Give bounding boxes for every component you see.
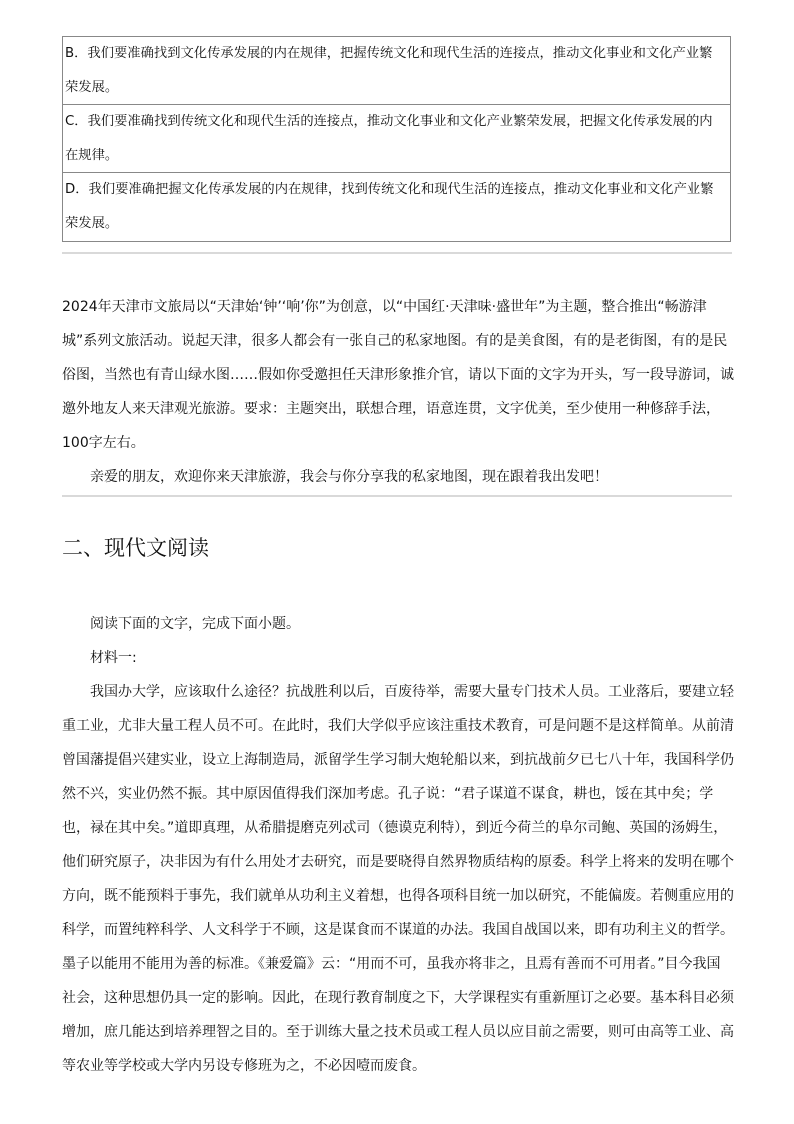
- option-d[interactable]: D．我们要准确把握文化传承发展的内在规律，找到传统文化和现代生活的连接点，推动文化事业和文化产业繁荣发展。: [65, 182, 714, 231]
- reading-instruction: 阅读下面的文字，完成下面小题。: [90, 616, 300, 632]
- writing-task: [62, 290, 734, 494]
- writing-prompt: 2024年天津市文旅局以“天津始‘钟’‘响’你”为创意，以“中国红·天津味·盛世年”为主题，整合推出“畅游津城”系列文旅活动。说起天津，很多人都会有一张自己的私家地图。有的是美食图，有的是老街图，有的是民俗图，当然也有青山绿水图……假如你受邀担任天津形象推介官，请以下面的文字为开头，写一段导游词，诚邀外地友人来天津观光旅游。要求：主题突出，联想合理，语意连贯，文字优美，至少使用一种修辞手法，100字左右。: [62, 299, 734, 451]
- reading-passage: [62, 607, 734, 1083]
- section-title: 二、现代文阅读: [62, 536, 209, 560]
- divider: [62, 495, 732, 497]
- writing-opening: 亲爱的朋友，欢迎你来天津旅游，我会与你分享我的私家地图，现在跟着我出发吧！: [90, 469, 608, 485]
- answer-options-table: [62, 36, 731, 242]
- option-c[interactable]: C．我们要准确找到传统文化和现代生活的连接点，推动文化事业和文化产业繁荣发展，把握文化传承发展的内在规律。: [63, 105, 730, 173]
- option-b[interactable]: B．我们要准确找到文化传承发展的内在规律，把握传统文化和现代生活的连接点，推动文化事业和文化产业繁荣发展。: [63, 37, 730, 105]
- material-paragraph: 我国办大学，应该取什么途径？抗战胜利以后，百废待举，需要大量专门技术人员。工业落后，要建立轻重工业，尤非大量工程人员不可。在此时，我们大学似乎应该注重技术教育，可是问题不是这样简单。从前清曾国藩提倡兴建实业，设立上海制造局，派留学生学习制大炮轮船以来，到抗战前夕已七八十年，我国科学仍然不兴，实业仍然不振。其中原因值得我们深加考虑。孔子说：“君子谋道不谋食，耕也，馁在其中矣；学也，禄在其中矣。”道即真理，从希腊提磨克列忒司（德谟克利特），到近今荷兰的阜尔司鲍、英国的汤姆生，他们研究原子，决非因为有什么用处才去研究，而是要晓得自然界物质结构的原委。科学上将来的发明在哪个方向，既不能预料于事先，我们就单从功利主义着想，也得各项科目统一加以研究，不能偏废。若侧重应用的科学，而置纯粹科学、人文科学于不顾，这是谋食而不谋道的办法。我国自战国以来，即有功利主义的哲学。墨子以能用不能用为善的标准。《兼爱篇》云：“用而不可，虽我亦将非之，且焉有善而不可用者。”目今我国社会，这种思想仍具一定的影响。因此，在现行教育制度之下，大学课程实有重新厘订之必要。基本科目必须增加，庶几能达到培养理智之目的。至于训练大量之技术员或工程人员以应目前之需要，则可由高等工业、高等农业等学校或大学内另设专修班为之，不必因噎而废食。: [62, 684, 734, 1074]
- material-label: 材料一:: [90, 650, 137, 666]
- divider: [62, 252, 732, 254]
